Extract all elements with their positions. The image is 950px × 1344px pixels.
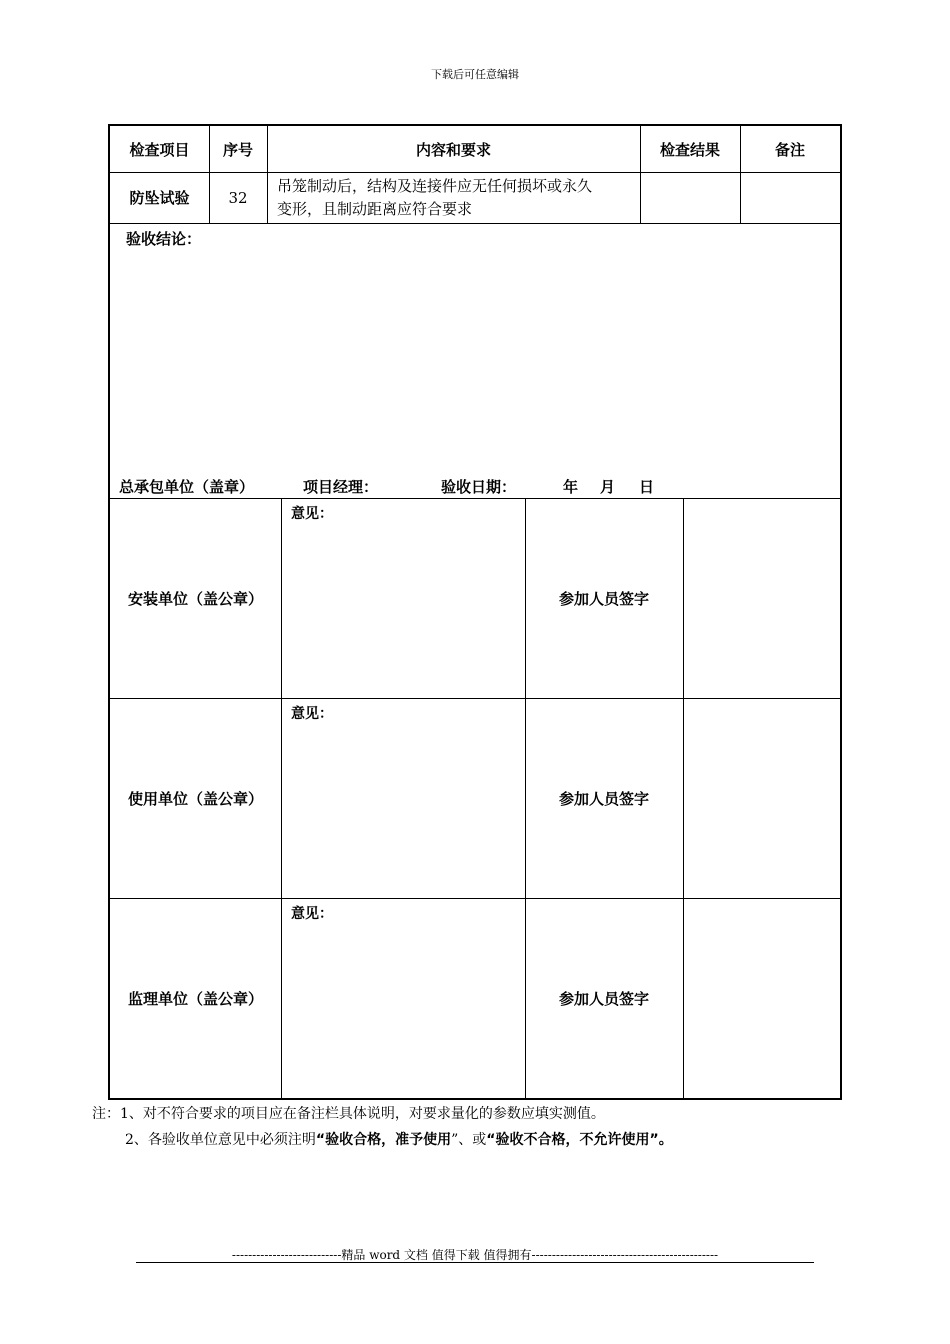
header-check-item: 检查项目 bbox=[129, 140, 190, 159]
unit-user-opinion-label: 意见： bbox=[291, 706, 333, 722]
note-line-2 bbox=[125, 1129, 673, 1149]
footer-rule bbox=[136, 1262, 814, 1263]
unit-install-name: 安装单位（盖公章） bbox=[127, 589, 263, 608]
note-line-1: 注：1、对不符合要求的项目应在备注栏具体说明，对要求量化的参数应填实测值。 bbox=[92, 1106, 605, 1122]
note-line-2-mid: ”、或 bbox=[451, 1132, 487, 1148]
unit-supervisor-sign-label: 参加人员签字 bbox=[558, 989, 649, 1008]
footer-text: ---------------------------精品 word 文档 值得下载 值得拥有---------------------------------------------- bbox=[231, 1248, 719, 1262]
row-remark[interactable] bbox=[740, 172, 840, 223]
acceptance-date-label: 验收日期： bbox=[441, 478, 517, 496]
header-content: 内容和要求 bbox=[415, 140, 491, 159]
unit-install-opinion-label: 意见： bbox=[291, 506, 333, 522]
unit-install-sign-label: 参加人员签字 bbox=[558, 589, 649, 608]
note-line-2-bold-2: “验收不合格，不允许使用”。 bbox=[486, 1132, 673, 1148]
row-content bbox=[277, 175, 639, 221]
unit-user-sign-label: 参加人员签字 bbox=[558, 789, 649, 808]
date-month: 月 bbox=[600, 478, 616, 496]
row-result[interactable] bbox=[640, 172, 740, 223]
date-day: 日 bbox=[639, 478, 655, 496]
note-line-2-prefix: 2、各验收单位意见中必须注明 bbox=[125, 1132, 316, 1148]
unit-supervisor-opinion-label: 意见： bbox=[291, 906, 333, 922]
col-divider bbox=[683, 498, 684, 1098]
col-divider bbox=[281, 498, 282, 1098]
header-result: 检查结果 bbox=[659, 140, 720, 159]
conclusion-label: 验收结论： bbox=[126, 230, 202, 248]
date-year: 年 bbox=[563, 478, 579, 496]
note-line-2-bold-1: “验收合格，准予使用 bbox=[315, 1132, 452, 1148]
header-seq-no: 序号 bbox=[222, 140, 253, 159]
unit-supervisor-name: 监理单位（盖公章） bbox=[127, 989, 263, 1008]
row-seq-no: 32 bbox=[228, 188, 248, 207]
header-note: 下载后可任意编辑 bbox=[431, 68, 519, 81]
acceptance-table bbox=[108, 124, 842, 1100]
contractor-label: 总承包单位（盖章） bbox=[119, 478, 255, 496]
project-manager-label: 项目经理： bbox=[303, 478, 379, 496]
row-content-line1: 吊笼制动后，结构及连接件应无任何损坏或永久 bbox=[277, 177, 593, 195]
unit-user-name: 使用单位（盖公章） bbox=[127, 789, 263, 808]
header-remark: 备注 bbox=[774, 140, 805, 159]
row-divider bbox=[110, 223, 840, 224]
row-content-line2: 变形，且制动距离应符合要求 bbox=[277, 200, 473, 218]
row-item: 防坠试验 bbox=[129, 189, 190, 207]
